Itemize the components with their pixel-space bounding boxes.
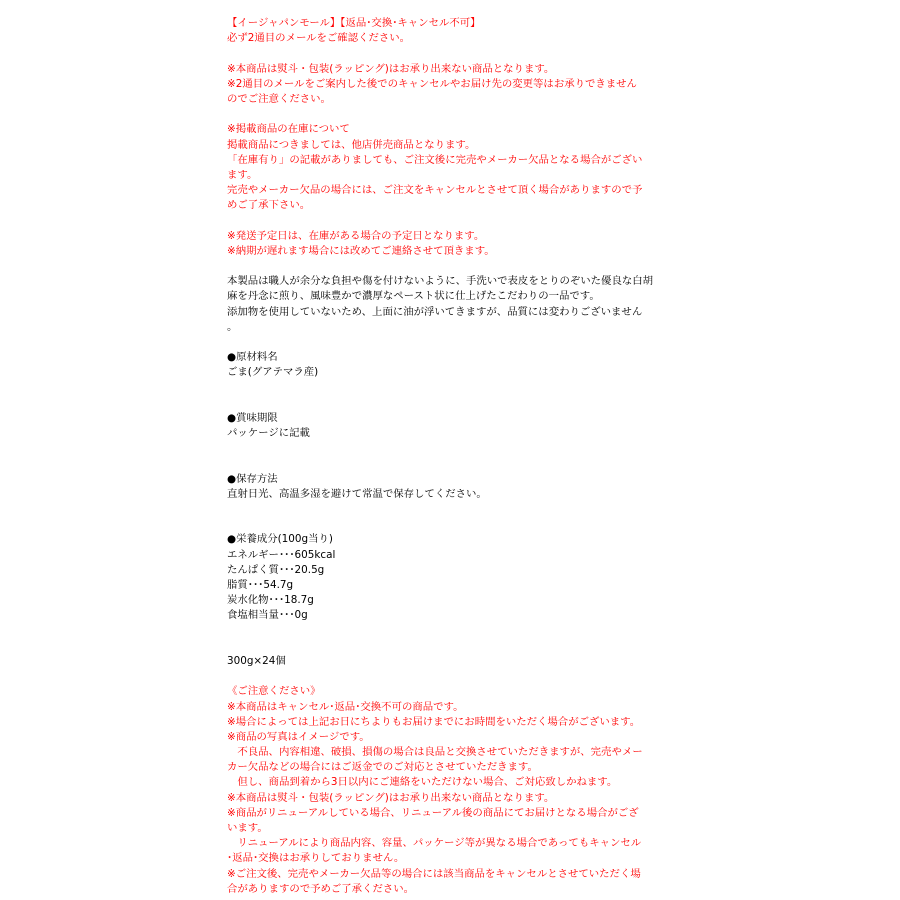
stock-notice-line: 掲載商品につきましては、他店併売商品となります。 xyxy=(227,138,476,151)
expiry-value: パッケージに記載 xyxy=(227,427,310,440)
ingredients-heading: ●原材料名 xyxy=(227,351,278,364)
nutrition-section xyxy=(227,532,687,623)
storage-value: 直射日光、高温多湿を避けて常温で保存してください。 xyxy=(227,487,487,500)
caution-line: カー欠品などの場合にはご返金でのご対応とさせていただきます。 xyxy=(227,761,538,774)
header-line: 【イージャパンモール】【返品･交換･キャンセル不可】 xyxy=(227,17,481,29)
caution-line: います。 xyxy=(227,822,268,834)
nutrition-item: 炭水化物･･･18.7g xyxy=(227,594,314,607)
wrapping-notice xyxy=(227,62,687,108)
caution-line: ※商品の写真はイメージです。 xyxy=(227,730,370,743)
wrapping-notice-line: ※2通目のメールをご案内した後でのキャンセルやお届け先の変更等はお承りできません xyxy=(227,77,637,90)
caution-line: ※本商品は熨斗・包装(ラッピング)はお承り出来ない商品となります。 xyxy=(227,791,555,804)
caution-line: ※本商品はキャンセル･返品･交換不可の商品です。 xyxy=(227,700,464,713)
caution-line: ※場合によっては上記お日にちよりもお届けまでにお時間をいただく場合がございます。 xyxy=(227,715,641,728)
stock-notice-line: ます。 xyxy=(227,168,258,181)
shipping-notice-line: ※納期が遅れます場合には改めてご連絡させて頂きます。 xyxy=(227,244,495,257)
caution-line: リニューアルにより商品内容、容量、パッケージ等が異なる場合であってもキャンセル xyxy=(227,837,642,850)
stock-notice-line: 「在庫有り」の記載がありましても、ご注文後に完売やメーカー欠品となる場合がござい xyxy=(227,153,643,166)
nutrition-item: エネルギー･･･605kcal xyxy=(227,548,336,561)
caution-line: ※商品がリニューアルしている場合、リニューアル後の商品にてお届けとなる場合がござ xyxy=(227,806,639,819)
stock-notice-line: 完売やメーカー欠品の場合には、ご注文をキャンセルとさせて頂く場合がありますので予 xyxy=(227,184,643,197)
caution-line: 合がありますので予めご了承ください。 xyxy=(227,882,415,895)
product-text-line: 本製品は職人が余分な負担や傷を付けないように、手洗いで表皮をとりのぞいた優良な白胡 xyxy=(227,275,654,288)
stock-notice-line: ※掲載商品の在庫について xyxy=(227,123,350,136)
storage-section xyxy=(227,472,687,502)
ingredients-value: ごま(グアテマラ産) xyxy=(227,366,319,379)
package-quantity: 300g×24個 xyxy=(227,654,286,667)
product-text-line: 添加物を使用していないため、上面に油が浮いてきますが、品質には変わりございません xyxy=(227,305,643,318)
cautions-section xyxy=(227,684,687,897)
shipping-notice xyxy=(227,229,687,259)
product-text-line: 麻を丹念に煎り、風味豊かで濃厚なペースト状に仕上げたこだわりの一品です。 xyxy=(227,290,600,303)
shipping-notice-line: ※発送予定日は、在庫がある場合の予定日となります。 xyxy=(227,229,485,242)
header-line: 必ず2通目のメールをご確認ください。 xyxy=(227,32,411,45)
ingredients-section xyxy=(227,350,687,380)
wrapping-notice-line: のでご注意ください。 xyxy=(227,92,331,105)
nutrition-item: 食塩相当量･･･0g xyxy=(227,609,308,622)
caution-line: ※ご注文後、完売やメーカー欠品等の場合には該当商品をキャンセルとさせていただく場 xyxy=(227,867,641,880)
caution-line: 但し、商品到着から3日以内にご連絡をいただけない場合、ご対応致しかねます。 xyxy=(227,776,618,789)
storage-heading: ●保存方法 xyxy=(227,472,278,485)
caution-line: ･返品･交換はお承りしておりません。 xyxy=(227,852,405,865)
expiry-heading: ●賞味期限 xyxy=(227,411,278,424)
nutrition-heading: ●栄養成分(100g当り) xyxy=(227,533,333,546)
nutrition-item: たんぱく質･･･20.5g xyxy=(227,563,325,576)
caution-line: 不良品、内容相違、破損、損傷の場合は良品と交換させていただきますが、完売やメー xyxy=(227,746,643,759)
wrapping-notice-line: ※本商品は熨斗・包装(ラッピング)はお承り出来ない商品となります。 xyxy=(227,62,555,75)
nutrition-item: 脂質･･･54.7g xyxy=(227,578,294,591)
product-text-line: 。 xyxy=(227,320,238,333)
stock-notice xyxy=(227,122,687,213)
product-description xyxy=(227,16,687,897)
product-text xyxy=(227,274,687,335)
header-notice xyxy=(227,16,687,46)
stock-notice-line: めご了承下さい。 xyxy=(227,199,311,212)
expiry-section xyxy=(227,411,687,441)
cautions-heading: 《ご注意ください》 xyxy=(227,685,321,698)
